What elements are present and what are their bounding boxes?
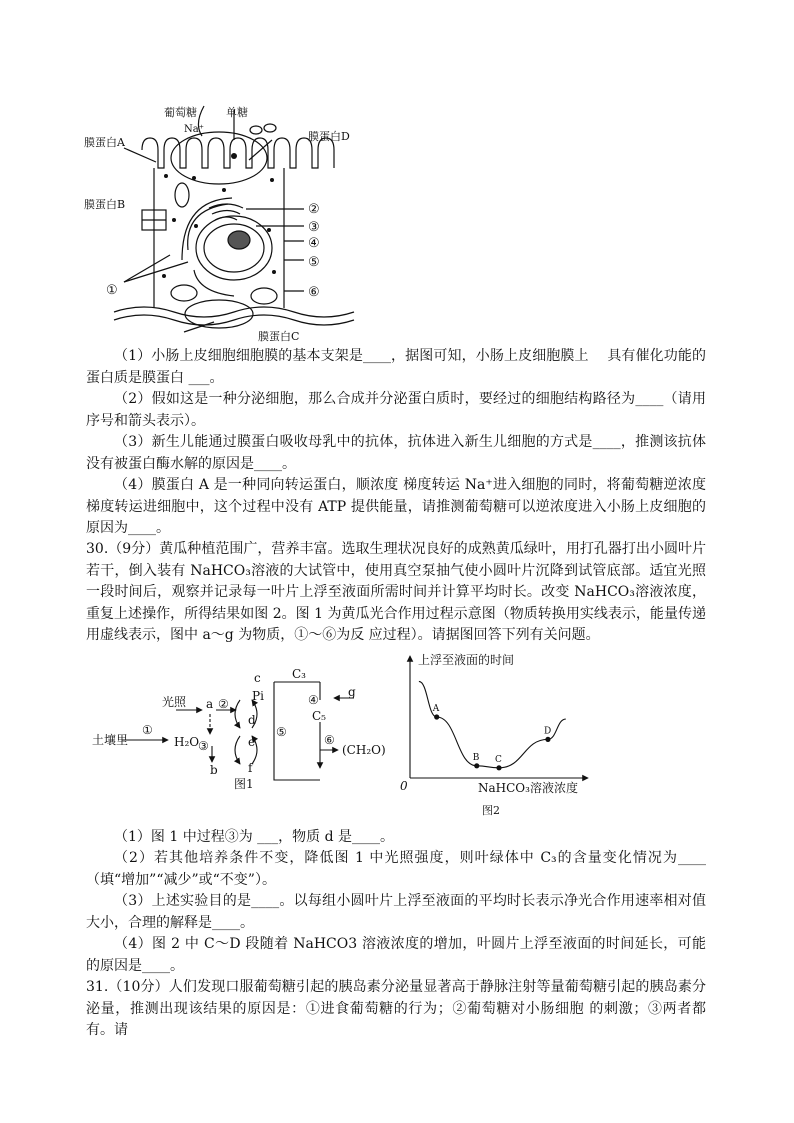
q31-text: 31.（10分）人们发现口服葡萄糖引起的胰岛素分泌量显著高于静脉注射等量葡萄糖引起的胰岛素分泌量，推测出现该结果的原因是：①进食葡萄糖的行为；②葡萄糖对小肠细胞 的刺激；③两者都有。请: [86, 979, 706, 1038]
f1-c: c: [254, 671, 261, 685]
f1-pi: Pi: [252, 689, 264, 703]
f1-c5: C₅: [312, 709, 326, 723]
marker-1: ①: [106, 283, 118, 298]
label-monosaccharide: 单糖: [226, 106, 248, 119]
q30-part1: （1）图 1 中过程③为 ___，物质 d 是____。: [114, 829, 395, 845]
f1-step6: ⑥: [324, 733, 335, 747]
marker-6: ⑥: [308, 285, 320, 300]
marker-3: ③: [308, 220, 320, 235]
f1-soil: 土壤里: [92, 733, 129, 747]
point-D: [545, 737, 550, 742]
label-protein-b: 膜蛋白B: [84, 198, 126, 211]
f1-b: b: [210, 763, 218, 777]
f2-ylabel: 上浮至液面的时间: [418, 653, 515, 667]
point-label-C: C: [495, 754, 502, 765]
point-C: [496, 765, 501, 770]
label-glucose: 葡萄糖: [164, 106, 197, 119]
q30-intro: 30.（9分）黄瓜种植范围广，营养丰富。选取生理状况良好的成熟黄瓜绿叶，用打孔器打出小圆叶片若干，倒入装有 NaHCO₃溶液的大试管中，使用真空泵抽气使小圆叶片沉降到试管底部。适宜光照一段时间后，观察并记录每一叶片上浮至液面所需时间并计算平均时长。改变 NaHCO₃溶液浓度，重复上述操作，所得结果如图 2。图 1 为黄瓜光合作用过程示意图（物质转换用实线表示，能量传递用虚线表示，图中 a～g 为物质，①～⑥为反 应过程）。请据图回答下列有关问题。: [86, 541, 706, 643]
f1-c3: C₃: [292, 667, 306, 681]
f1-a: a: [206, 697, 214, 711]
label-na: Na⁺: [184, 124, 204, 135]
f1-d: d: [248, 713, 256, 727]
f1-step1: ①: [142, 723, 153, 737]
figure2-chart: [396, 648, 596, 818]
point-label-D: D: [543, 726, 552, 737]
point-B: [474, 763, 479, 768]
f2-caption: 图2: [482, 804, 500, 817]
f1-step2: ②: [218, 697, 229, 711]
figure1-photosynthesis: [92, 664, 402, 794]
marker-2: ②: [308, 202, 320, 217]
f1-light: 光照: [162, 695, 187, 709]
label-protein-d: 膜蛋白D: [308, 130, 350, 143]
f1-step4: ④: [308, 693, 319, 707]
q30-part4: （4）图 2 中 C～D 段随着 NaHCO3 溶液浓度的增加，叶圆片上浮至液面的时间延长，可能的原因是____。: [86, 936, 706, 974]
q30-part2: （2）若其他培养条件不变，降低图 1 中光照强度，则叶绿体中 C₃的含量变化情况为____（填“增加”“减少”或“不变”）。: [86, 850, 706, 888]
cell-figure: [84, 100, 364, 350]
label-protein-a: 膜蛋白A: [84, 136, 125, 149]
point-label-B: B: [472, 752, 480, 763]
label-protein-c: 膜蛋白C: [258, 330, 300, 343]
marker-4: ④: [308, 236, 320, 251]
q29-part3: （3）新生儿能通过膜蛋白吸收母乳中的抗体，抗体进入新生儿细胞的方式是____，推测该抗体没有被蛋白酶水解的原因是____。: [86, 434, 706, 472]
f1-caption: 图1: [234, 777, 254, 791]
marker-5: ⑤: [308, 255, 320, 270]
point-label-A: A: [432, 704, 440, 714]
f2-xlabel: NaHCO₃溶液浓度: [478, 781, 578, 795]
point-A: [434, 714, 439, 719]
f2-origin: 0: [400, 779, 408, 793]
f1-step3: ③: [198, 739, 209, 753]
f1-h2o: H₂O: [174, 735, 200, 749]
q29-part1: （1）小肠上皮细胞细胞膜的基本支架是____，据图可知，小肠上皮细胞膜上 具有催化功能的蛋白质是膜蛋白 ___。: [86, 348, 706, 386]
f1-step5: ⑤: [276, 725, 287, 739]
q29-part2: （2）假如这是一种分泌细胞，那么合成并分泌蛋白质时，要经过的细胞结构路径为____（请用序号和箭头表示）。: [86, 391, 706, 429]
series-curve: [419, 681, 566, 767]
q30-part3: （3）上述实验目的是____。以每组小圆叶片上浮至液面的平均时长表示净光合作用速率相对值大小，合理的解释是____。: [86, 893, 706, 931]
f1-e: e: [248, 735, 256, 749]
f1-g: g: [348, 685, 356, 699]
f1-ch2o: (CH₂O): [342, 743, 386, 757]
q29-part4: （4）膜蛋白 A 是一种同向转运蛋白，顺浓度 梯度转运 Na⁺进入细胞的同时，将葡萄糖逆浓度梯度转运进细胞中，这个过程中没有 ATP 提供能量，请推测葡萄糖可以逆浓度进入小肠上皮细胞的原因为____。: [86, 477, 706, 536]
f1-f: f: [248, 761, 253, 775]
